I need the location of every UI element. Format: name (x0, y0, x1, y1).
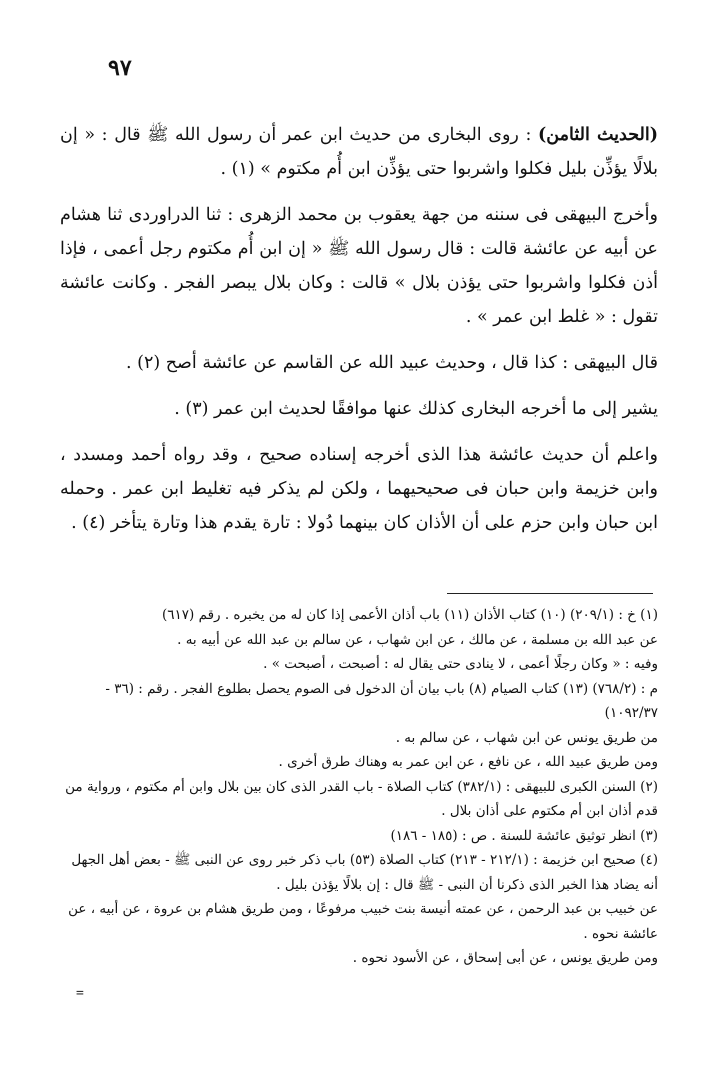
margin-mark: = (76, 986, 84, 1001)
footnote-line: عن خبيب بن عبد الرحمن ، عن عمته أنيسة بنت خبيب مرفوعًا ، ومن طريق هشام بن عروة ، عن أبيه ، عن عائشة نحوه . (68, 901, 658, 942)
paragraph-hadith-eighth (60, 118, 658, 186)
page-number: ٩٧ (108, 55, 132, 81)
paragraph-bukhari-reference: يشير إلى ما أخرجه البخارى كذلك عنها موافقًا لحديث ابن عمر (٣) . (174, 399, 658, 419)
main-text (60, 118, 658, 552)
footnote-line: ومن طريق عبيد الله ، عن نافع ، عن ابن عمر به وهناك طرق أخرى . (278, 754, 658, 770)
hadith-text: : روى البخارى من حديث ابن عمر أن رسول الله ﷺ قال : « إن بلالًا يؤذِّن بليل فكلوا واشربوا حتى يؤذِّن ابن أُم مكتوم » (١) . (60, 125, 658, 179)
footnote-line: من طريق يونس عن ابن شهاب ، عن سالم به . (395, 729, 658, 746)
paragraph-conclusion: واعلم أن حديث عائشة هذا الذى أخرجه إسناده صحيح ، وقد رواه أحمد ومسدد ، وابن خزيمة وابن حبان فى صحيحيهما ، ولكن لم يذكر فيه تغليط ابن عمر . وحمله ابن حبان وابن حزم على أن الأذان كان بينهما دُولا : تارة يقدم هذا وتارة يتأخر (٤) . (60, 445, 658, 533)
footnote-line: (١) خ : (٢٠٩/١) (١٠) كتاب الأذان (١١) باب أذان الأعمى إذا كان له من يخبره . رقم (٦١٧) (162, 607, 658, 623)
footnote-divider (447, 593, 653, 594)
footnote-line: (٤) صحيح ابن خزيمة : (٢١٢/١ - ٢١٣) كتاب الصلاة (٥٣) باب ذكر خبر روى عن النبى ﷺ - بعض أهل الجهل أنه يضاد هذا الخبر الذى ذكرنا أن النبى - ﷺ قال : إن بلالًا يؤذن بليل . (71, 852, 658, 893)
footnote-line: (٢) السنن الكبرى للبيهقى : (٣٨٢/١) كتاب الصلاة - باب القدر الذى كان بين بلال وابن أم مكتوم ، ورواية من قدم أذان ابن أم مكتوم على أذان بلال . (65, 778, 658, 819)
footnotes (62, 603, 658, 971)
footnote-line: وفيه : « وكان رجلًا أعمى ، لا ينادى حتى يقال له : أصبحت ، أصبحت » . (263, 656, 658, 672)
paragraph-bayhaqi-comment: قال البيهقى : كذا قال ، وحديث عبيد الله عن القاسم عن عائشة أصح (٢) . (125, 353, 658, 373)
paragraph-bayhaqi-narration: وأخرج البيهقى فى سننه من جهة يعقوب بن محمد الزهرى : ثنا الدراوردى ثنا هشام عن أبيه عن عائشة قالت : قال رسول الله ﷺ « إن ابن أُم مكتوم رجل أعمى ، فإذا أذن فكلوا واشربوا حتى يؤذن بلال » قالت : وكان بلال يبصر الفجر . وكانت عائشة تقول : « غلط ابن عمر » . (60, 205, 658, 327)
footnote-line: م : (٧٦٨/٢) (١٣) كتاب الصيام (٨) باب بيان أن الدخول فى الصوم يحصل بطلوع الفجر . رقم : (٣٦ - ١٠٩٢/٣٧) (105, 680, 658, 721)
footnote-line: عن عبد الله بن مسلمة ، عن مالك ، عن ابن شهاب ، عن سالم بن عبد الله عن أبيه به . (177, 631, 658, 648)
footnote-line: (٣) انظر توثيق عائشة للسنة . ص : (١٨٥ - ١٨٦) (390, 827, 658, 844)
hadith-heading: (الحديث الثامن) (538, 125, 658, 145)
footnote-line: ومن طريق يونس ، عن أبى إسحاق ، عن الأسود نحوه . (352, 950, 658, 966)
